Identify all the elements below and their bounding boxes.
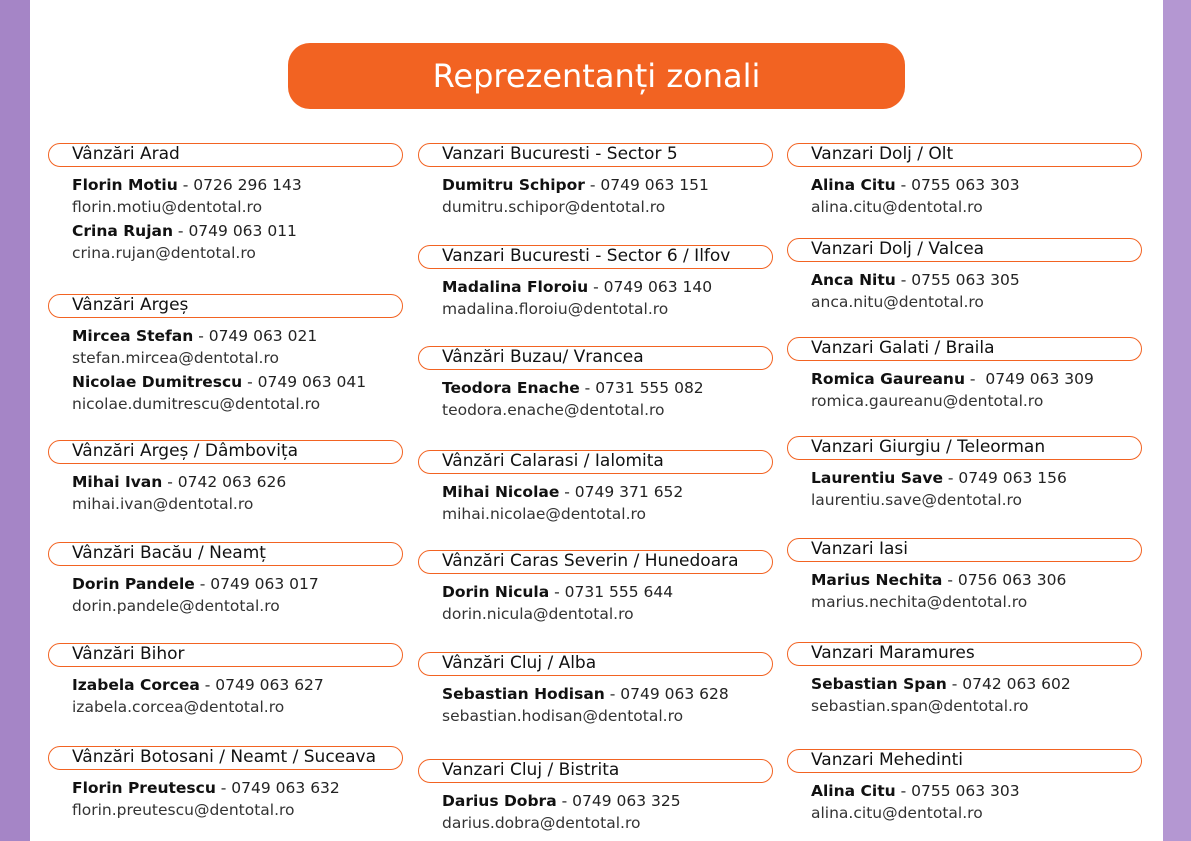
region-title: Vânzări Cluj / Alba <box>442 653 597 673</box>
region-title: Vanzari Iasi <box>811 539 908 559</box>
contact-name: Izabela Corcea <box>72 676 200 694</box>
contact-name-phone <box>72 175 302 195</box>
region-title: Vânzări Botosani / Neamt / Suceava <box>72 747 377 767</box>
contact-name-phone <box>811 369 1094 389</box>
contact-name: Florin Motiu <box>72 176 178 194</box>
contact-phone: - 0749 063 151 <box>584 176 709 194</box>
contact-name-phone <box>811 781 1020 801</box>
contact-name: Dorin Pandele <box>72 575 195 593</box>
contact-phone: - 0749 063 309 <box>965 370 1094 388</box>
contact-phone: - 0749 063 011 <box>173 222 297 240</box>
contact-name: Alina Citu <box>811 176 896 194</box>
contact-name-phone <box>72 472 286 492</box>
contact-name-phone <box>72 372 366 392</box>
contact-name-phone <box>72 326 317 346</box>
region-title: Vanzari Giurgiu / Teleorman <box>811 437 1046 457</box>
contact-name: Dorin Nicula <box>442 583 550 601</box>
contact-name-phone <box>442 175 709 195</box>
contact-email[interactable]: stefan.mircea@dentotal.ro <box>72 349 279 367</box>
contact-name-phone <box>442 378 704 398</box>
contact-name-phone <box>442 482 683 502</box>
region-title: Vanzari Bucuresti - Sector 5 <box>442 144 678 164</box>
contact-name-phone <box>811 175 1020 195</box>
contact-phone: - 0749 063 140 <box>588 278 713 296</box>
contact-email[interactable]: dumitru.schipor@dentotal.ro <box>442 198 666 216</box>
contact-name: Romica Gaureanu <box>811 370 965 388</box>
region-title: Vânzări Buzau/ Vrancea <box>442 347 644 367</box>
region-title: Vanzari Dolj / Olt <box>811 144 954 164</box>
contact-phone: - 0749 371 652 <box>559 483 684 501</box>
contact-email[interactable]: sebastian.hodisan@dentotal.ro <box>442 707 684 725</box>
contact-name: Madalina Floroiu <box>442 278 589 296</box>
contact-name-phone <box>442 277 712 297</box>
contact-name: Laurentiu Save <box>811 469 943 487</box>
region-title: Vanzari Dolj / Valcea <box>811 239 985 259</box>
contact-name: Florin Preutescu <box>72 779 216 797</box>
contact-name-phone <box>442 791 681 811</box>
region-title: Vanzari Bucuresti - Sector 6 / Ilfov <box>442 246 731 266</box>
contact-email[interactable]: marius.nechita@dentotal.ro <box>811 593 1028 611</box>
region-title: Vanzari Cluj / Bistrita <box>442 760 620 780</box>
contact-name: Sebastian Span <box>811 675 947 693</box>
contact-name-phone <box>811 674 1071 694</box>
contact-email[interactable]: alina.citu@dentotal.ro <box>811 198 983 216</box>
contact-phone: - 0749 063 021 <box>193 327 318 345</box>
contact-email[interactable]: izabela.corcea@dentotal.ro <box>72 698 285 716</box>
contact-name: Mihai Ivan <box>72 473 163 491</box>
region-title: Vânzări Calarasi / Ialomita <box>442 451 664 471</box>
contact-phone: - 0749 063 628 <box>604 685 729 703</box>
contact-email[interactable]: romica.gaureanu@dentotal.ro <box>811 392 1044 410</box>
contact-name-phone <box>442 684 729 704</box>
contact-email[interactable]: mihai.ivan@dentotal.ro <box>72 495 254 513</box>
contact-name-phone <box>442 582 673 602</box>
contact-phone: - 0749 063 017 <box>194 575 319 593</box>
contact-email[interactable]: darius.dobra@dentotal.ro <box>442 814 641 832</box>
contact-email[interactable]: dorin.nicula@dentotal.ro <box>442 605 634 623</box>
contact-name: Mihai Nicolae <box>442 483 560 501</box>
region-title: Vanzari Galati / Braila <box>811 338 995 358</box>
contact-phone: - 0755 063 305 <box>895 271 1020 289</box>
contact-phone: - 0755 063 303 <box>895 176 1020 194</box>
region-title: Vânzări Argeș <box>72 295 189 315</box>
region-title: Vânzări Arad <box>72 144 180 164</box>
contact-name: Crina Rujan <box>72 222 173 240</box>
contact-name-phone <box>72 675 324 695</box>
contact-phone: - 0755 063 303 <box>895 782 1020 800</box>
contact-name: Sebastian Hodisan <box>442 685 605 703</box>
contact-name-phone <box>811 570 1066 590</box>
contact-phone: - 0742 063 626 <box>162 473 287 491</box>
contact-name: Nicolae Dumitrescu <box>72 373 243 391</box>
contact-phone: - 0726 296 143 <box>177 176 302 194</box>
title-banner <box>288 43 905 109</box>
contact-email[interactable]: alina.citu@dentotal.ro <box>811 804 983 822</box>
contact-name: Darius Dobra <box>442 792 557 810</box>
region-title: Vanzari Mehedinti <box>811 750 963 770</box>
contact-phone: - 0749 063 627 <box>199 676 324 694</box>
contact-name: Teodora Enache <box>442 379 580 397</box>
page-title: Reprezentanți zonali <box>432 57 761 95</box>
contact-name: Alina Citu <box>811 782 896 800</box>
contact-email[interactable]: nicolae.dumitrescu@dentotal.ro <box>72 395 321 413</box>
contact-name: Anca Nitu <box>811 271 896 289</box>
contact-phone: - 0742 063 602 <box>946 675 1071 693</box>
contact-email[interactable]: madalina.floroiu@dentotal.ro <box>442 300 669 318</box>
contact-name: Dumitru Schipor <box>442 176 585 194</box>
contact-email[interactable]: anca.nitu@dentotal.ro <box>811 293 984 311</box>
contact-name: Mircea Stefan <box>72 327 194 345</box>
contact-email[interactable]: dorin.pandele@dentotal.ro <box>72 597 280 615</box>
contact-name-phone <box>72 221 297 241</box>
contact-name: Marius Nechita <box>811 571 943 589</box>
contact-phone: - 0756 063 306 <box>942 571 1067 589</box>
region-title: Vânzări Bacău / Neamț <box>72 543 266 563</box>
contact-name-phone <box>72 574 319 594</box>
background-decoration <box>1163 0 1191 841</box>
contact-name-phone <box>72 778 340 798</box>
contact-name-phone <box>811 270 1020 290</box>
contact-email[interactable]: florin.motiu@dentotal.ro <box>72 198 263 216</box>
contact-phone: - 0749 063 325 <box>556 792 681 810</box>
contact-email[interactable]: teodora.enache@dentotal.ro <box>442 401 665 419</box>
contact-email[interactable]: crina.rujan@dentotal.ro <box>72 244 256 262</box>
region-title: Vânzări Bihor <box>72 644 185 664</box>
contact-email[interactable]: laurentiu.save@dentotal.ro <box>811 491 1023 509</box>
contact-email[interactable]: mihai.nicolae@dentotal.ro <box>442 505 647 523</box>
region-title: Vânzări Caras Severin / Hunedoara <box>442 551 739 571</box>
region-title: Vanzari Maramures <box>811 643 975 663</box>
contact-email[interactable]: sebastian.span@dentotal.ro <box>811 697 1029 715</box>
contact-phone: - 0731 555 082 <box>579 379 704 397</box>
contact-phone: - 0749 063 041 <box>242 373 367 391</box>
contact-email[interactable]: florin.preutescu@dentotal.ro <box>72 801 295 819</box>
contact-name-phone <box>811 468 1067 488</box>
contact-phone: - 0731 555 644 <box>549 583 674 601</box>
contact-phone: - 0749 063 632 <box>215 779 340 797</box>
contact-phone: - 0749 063 156 <box>942 469 1067 487</box>
region-title: Vânzări Argeș / Dâmbovița <box>72 441 299 461</box>
